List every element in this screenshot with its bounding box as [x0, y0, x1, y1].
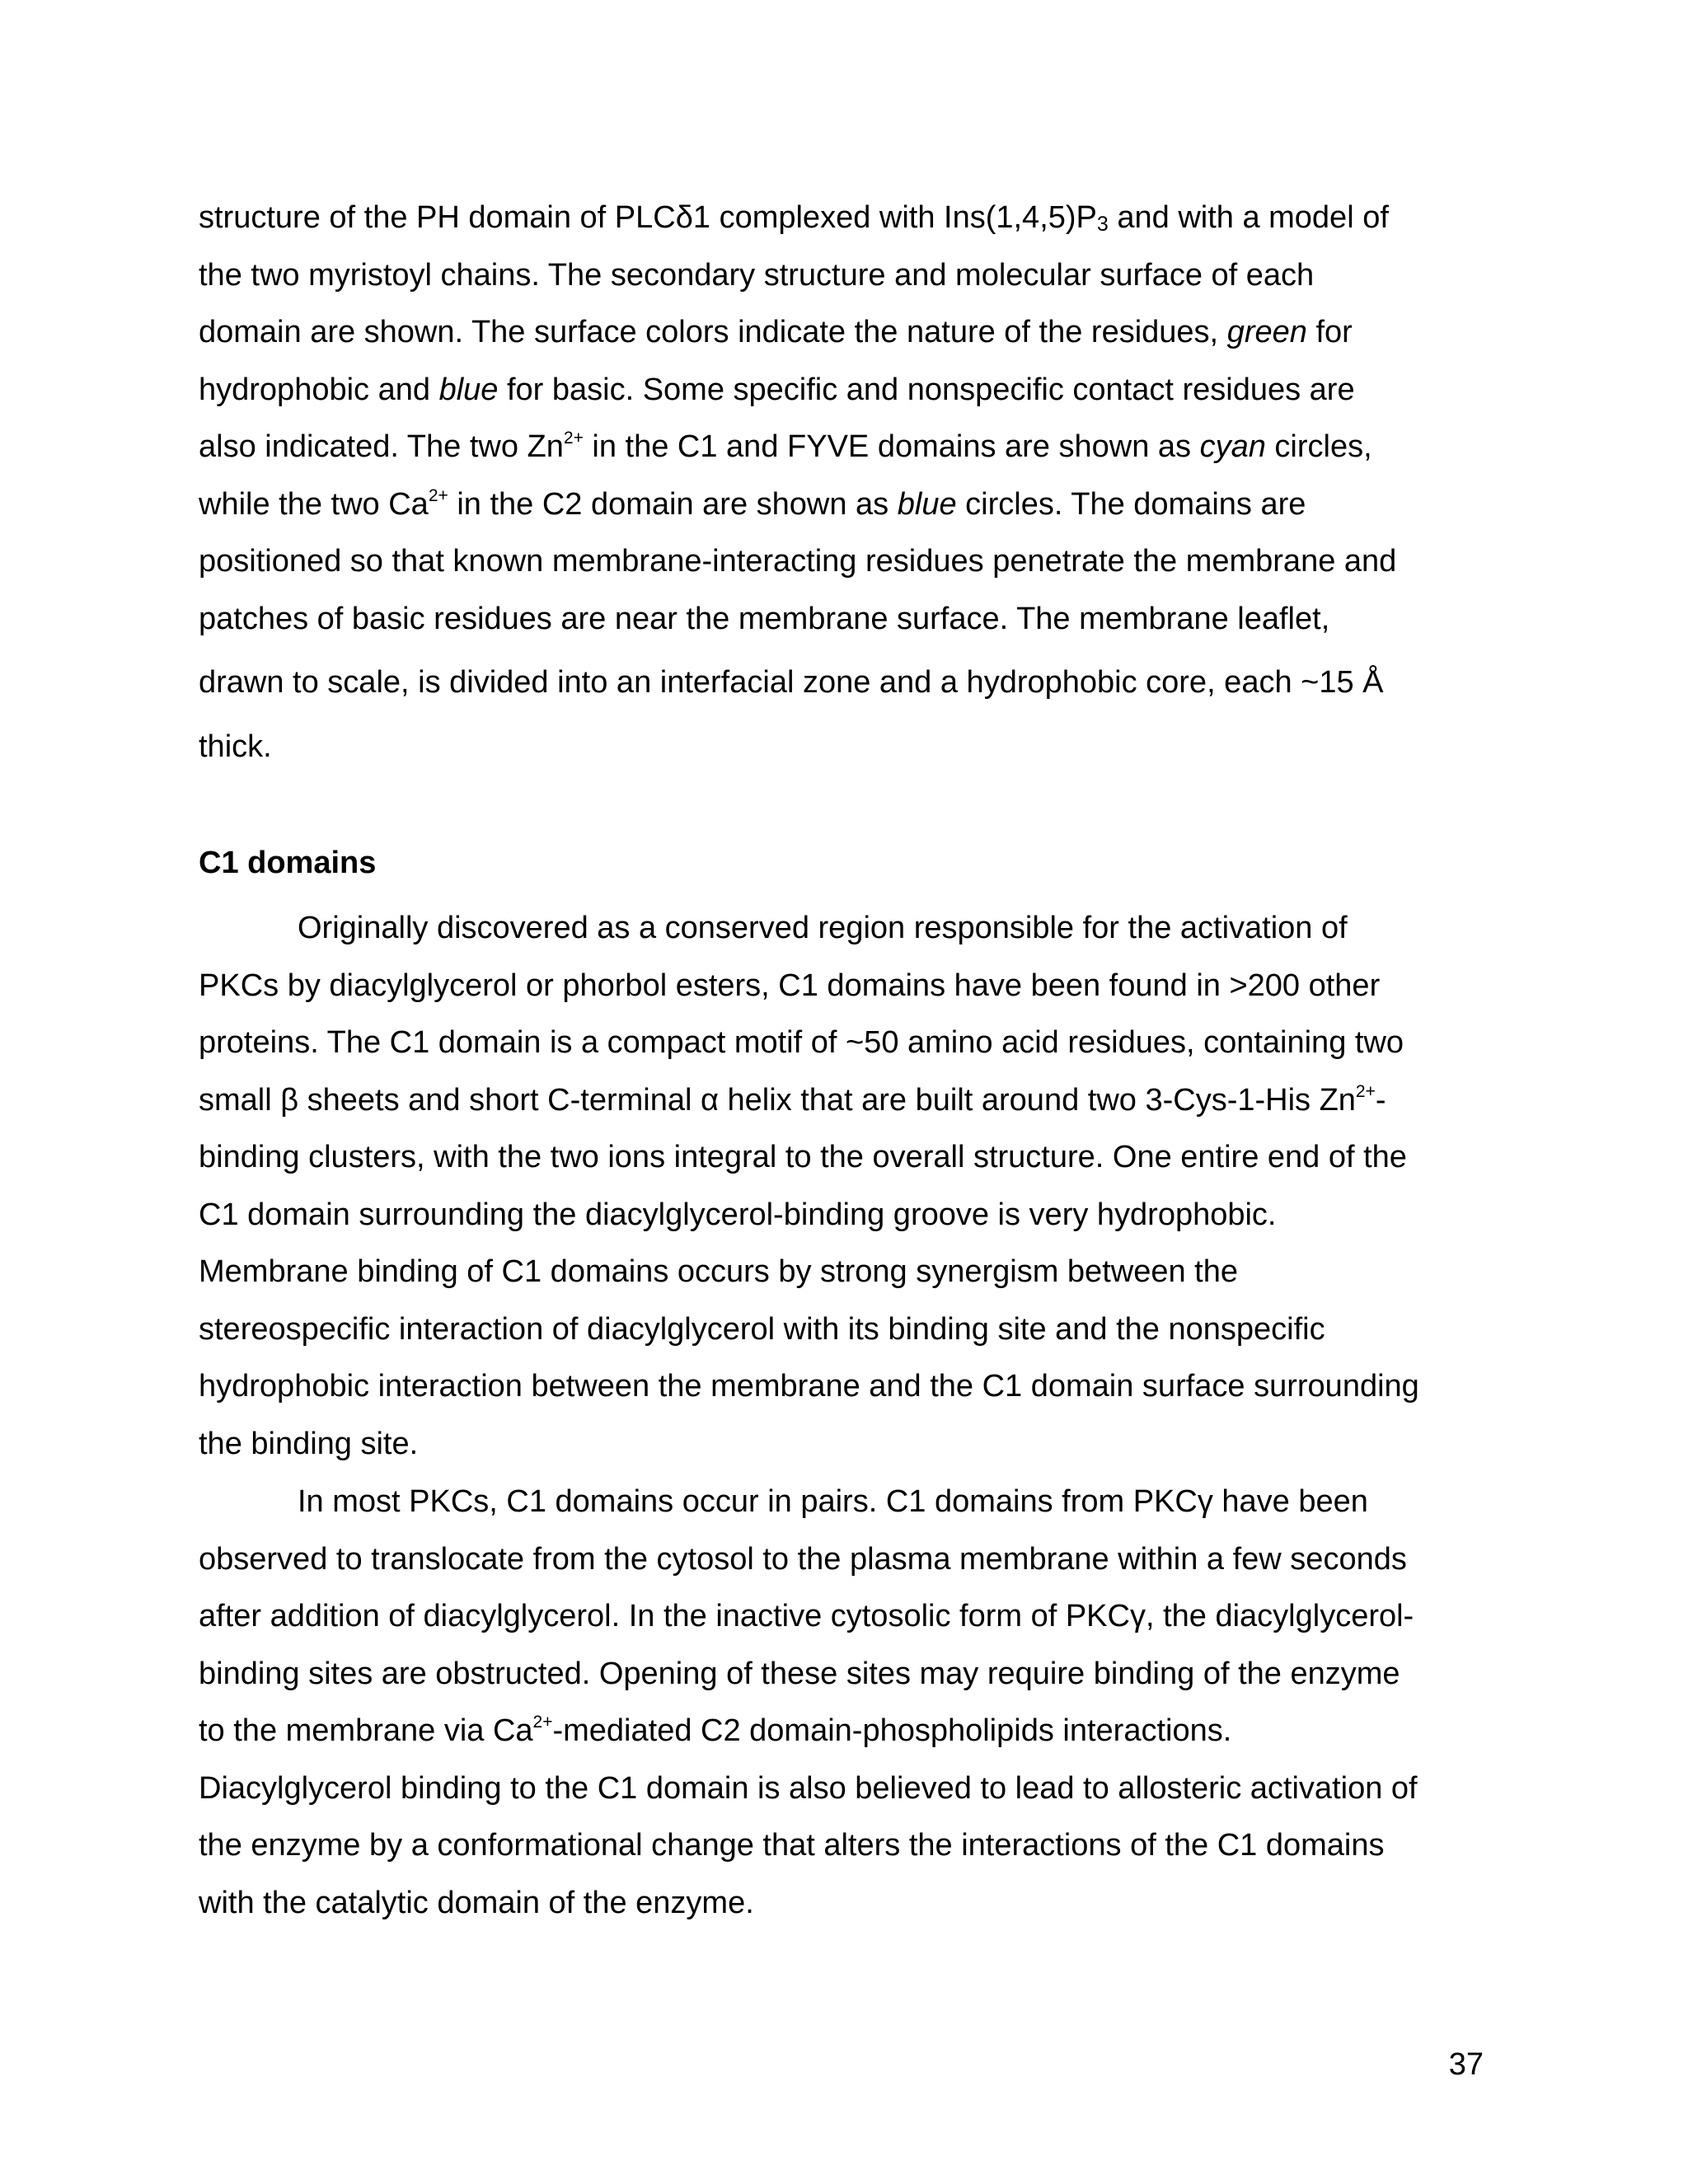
text-line: observed to translocate from the cytosol to the plasma membrane within a few seconds: [199, 1541, 1407, 1577]
text-line: with the catalytic domain of the enzyme.: [199, 1885, 754, 1920]
text-span: hydrophobic and: [199, 372, 439, 407]
text-line: the two myristoyl chains. The secondary structure and molecular surface of each: [199, 257, 1315, 293]
section-heading: C1 domains: [199, 846, 377, 880]
text-line: thick.: [199, 729, 272, 764]
text-line: the enzyme by a conformational change that alters the interactions of the C1 domains: [199, 1828, 1385, 1863]
text-span: -mediated C2 domain-phospholipids interactions.: [552, 1713, 1232, 1748]
text-span: while the two Ca: [199, 486, 429, 522]
text-span: -: [1375, 1082, 1386, 1118]
figure-caption-paragraph: [199, 190, 1484, 776]
text-line: Diacylglycerol binding to the C1 domain is also believed to lead to allosteric activation of: [199, 1770, 1418, 1806]
emphasis: blue: [897, 486, 957, 522]
text-span: for: [1306, 315, 1353, 349]
text-line: [199, 1072, 1484, 1130]
text-line: positioned so that known membrane-interacting residues penetrate the membrane and: [199, 544, 1397, 579]
text-line: patches of basic residues are near the membrane surface. The membrane leaflet,: [199, 601, 1330, 636]
body-paragraph: [199, 900, 1484, 1473]
text-span: in the C1 and FYVE domains are shown as: [583, 429, 1200, 464]
superscript: 2+: [1355, 1081, 1376, 1101]
text-span: circles,: [1265, 429, 1372, 464]
text-span: in the C2 domain are shown as: [448, 486, 898, 522]
text-line: PKCs by diacylglycerol or phorbol esters, C1 domains have been found in >200 other: [199, 968, 1381, 1003]
text-line: after addition of diacylglycerol. In the inactive cytosolic form of PKCγ, the diacylglycerol-: [199, 1599, 1414, 1633]
superscript: 2+: [532, 1713, 553, 1732]
text-span: domain are shown. The surface colors indicate the nature of the residues,: [199, 315, 1227, 349]
emphasis: cyan: [1199, 429, 1266, 464]
text-line: [199, 1703, 1484, 1760]
text-line: [199, 304, 1484, 362]
subscript: 3: [1096, 213, 1109, 236]
text-line: [199, 362, 1484, 419]
text-line: [199, 476, 1484, 534]
text-line: [199, 190, 1484, 247]
text-line: C1 domain surrounding the diacylglycerol-binding groove is very hydrophobic.: [199, 1197, 1277, 1232]
text-span: also indicated. The two Zn: [199, 429, 564, 464]
text-line: drawn to scale, is divided into an interfacial zone and a hydrophobic core, each ~15 Å: [199, 665, 1384, 700]
text-line: binding sites are obstructed. Opening of these sites may require binding of the enzyme: [199, 1656, 1400, 1691]
text-span: for basic. Some specific and nonspecific contact residues are: [498, 372, 1355, 407]
text-span: to the membrane via Ca: [199, 1713, 533, 1748]
text-line: [199, 419, 1484, 476]
page-number: 37: [1448, 2047, 1484, 2082]
text-line: proteins. The C1 domain is a compact motif of ~50 amino acid residues, containing two: [199, 1025, 1404, 1060]
text-line: binding clusters, with the two ions integral to the overall structure. One entire end of the: [199, 1140, 1407, 1174]
text-line: hydrophobic interaction between the membrane and the C1 domain surface surrounding: [199, 1369, 1419, 1404]
text-span: and with a model of: [1108, 200, 1389, 235]
body-paragraph: [199, 1474, 1484, 1932]
text-line: In most PKCs, C1 domains occur in pairs. C1 domains from PKCγ have been: [298, 1484, 1368, 1519]
text-line: the binding site.: [199, 1426, 419, 1461]
superscript: 2+: [428, 485, 448, 505]
text-span: structure of the PH domain of PLCδ1 complexed with Ins(1,4,5)P: [199, 200, 1097, 235]
text-line: stereospecific interaction of diacylglycerol with its binding site and the nonspecific: [199, 1311, 1325, 1347]
text-span: small β sheets and short C-terminal α helix that are built around two 3-Cys-1-His Zn: [199, 1082, 1356, 1118]
emphasis: green: [1226, 315, 1307, 349]
superscript: 2+: [563, 429, 584, 448]
text-line: Membrane binding of C1 domains occurs by strong synergism between the: [199, 1254, 1238, 1289]
emphasis: blue: [438, 372, 499, 407]
text-span: circles. The domains are: [956, 486, 1306, 522]
text-line: Originally discovered as a conserved region responsible for the activation of: [298, 911, 1348, 945]
